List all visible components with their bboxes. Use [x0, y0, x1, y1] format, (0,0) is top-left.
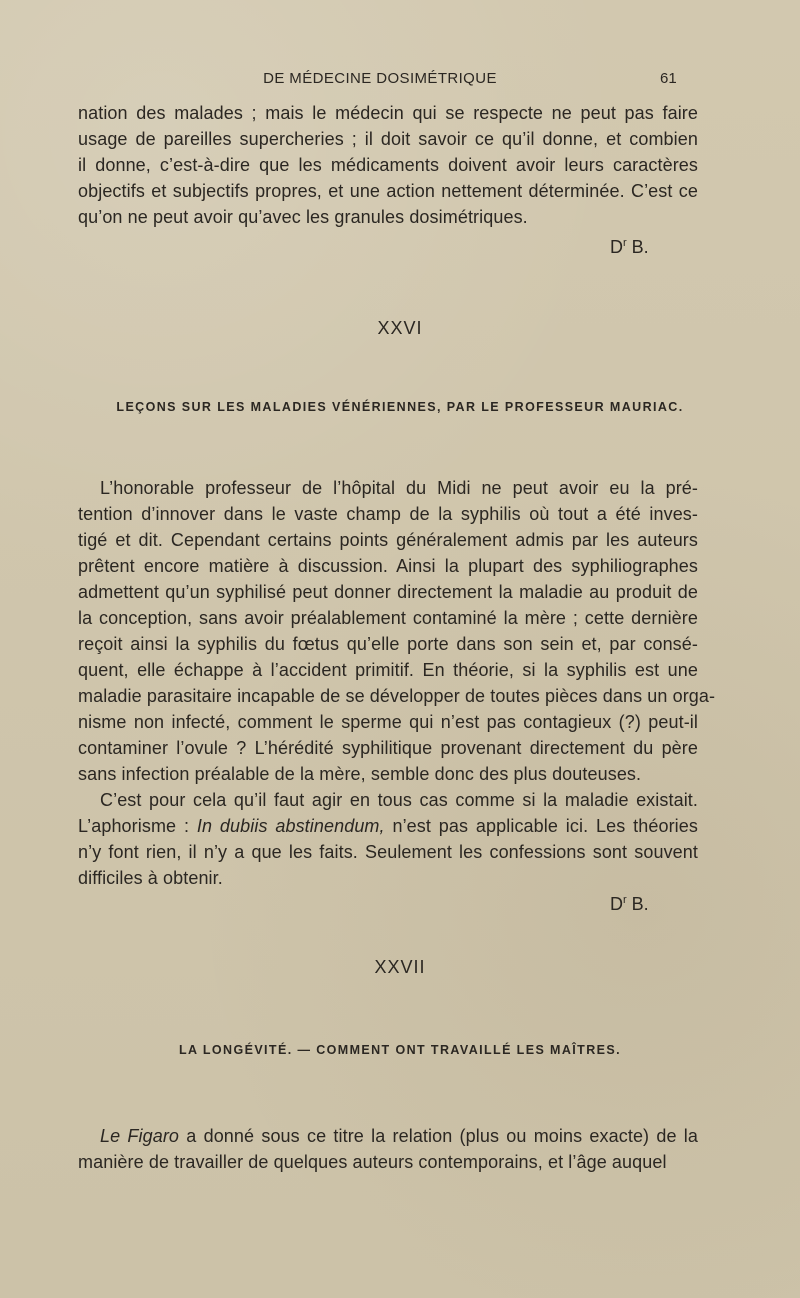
signature-name: B.	[626, 237, 649, 257]
intro-line: objectifs et subjectifs propres, et une action nettement déterminée. C’est ce	[78, 181, 698, 201]
intro-line: nation des malades ; mais le médecin qui se respecte ne peut pas faire	[78, 103, 698, 123]
intro-paragraph	[78, 103, 698, 238]
section26-line: L’honorable professeur de l’hôpital du Midi ne peut avoir eu la pré-	[100, 478, 698, 498]
text-segment: a donné sous ce titre la relation (plus ou moins exacte) de la	[179, 1126, 698, 1146]
intro-line: usage de pareilles supercheries ; il doit savoir ce qu’il donne, et combien	[78, 129, 698, 149]
signature-prefix: D	[610, 237, 623, 257]
section26-line: prêtent encore matière à discussion. Ainsi la plupart des syphiliographes	[78, 556, 698, 576]
section26-line: nisme non infecté, comment le sperme qui n’est pas contagieux (?) peut-il	[78, 712, 698, 732]
section26-line: difficiles à obtenir.	[78, 868, 223, 888]
section-number-xxvi: XXVI	[377, 318, 423, 338]
running-head	[0, 70, 800, 90]
signature-superscript: r	[623, 237, 627, 249]
section26-line: tigé et dit. Cependant certains points généralement admis par les auteurs	[78, 530, 698, 550]
section26-line: n’y font rien, il n’y a que les faits. Seulement les confessions sont souvent	[78, 842, 698, 862]
section26-line: C’est pour cela qu’il faut agir en tous cas comme si la maladie existait.	[100, 790, 698, 810]
signature-intro	[610, 237, 649, 258]
running-title: DE MÉDECINE DOSIMÉTRIQUE	[263, 70, 497, 87]
text-segment: L’aphorisme :	[78, 816, 197, 836]
italic-title: Le Figaro	[100, 1126, 180, 1146]
section26-line: quent, elle échappe à l’accident primitif. En théorie, si la syphilis est une	[78, 660, 698, 680]
section26-line: admettent qu’un syphilisé peut donner directement la maladie au produit de	[78, 582, 698, 602]
section26-paragraph-1	[78, 478, 716, 798]
italic-phrase: In dubiis abstinendum,	[196, 816, 385, 836]
section26-line: sans infection préalable de la mère, semble donc des plus douteuses.	[78, 764, 642, 784]
section-title-xxvi: LEÇONS SUR LES MALADIES VÉNÉRIENNES, PAR LE PROFESSEUR MAURIAC.	[116, 400, 684, 414]
signature-superscript: r	[623, 894, 627, 906]
intro-line: qu’on ne peut avoir qu’avec les granules dosimétriques.	[78, 207, 528, 227]
section26-line: maladie parasitaire incapable de se développer de toutes pièces dans un orga-	[78, 686, 716, 706]
section26-line: tention d’innover dans le vaste champ de la syphilis où tout a été inves-	[78, 504, 698, 524]
section27-line-with-italic	[100, 1126, 698, 1152]
section-number-xxvii: XXVII	[374, 957, 426, 977]
signature-name: B.	[626, 894, 649, 914]
section26-paragraph-2	[78, 790, 698, 900]
intro-line: il donne, c’est-à-dire que les médicaments doivent avoir leurs caractères	[78, 155, 698, 175]
section27-paragraph	[78, 1030, 698, 1172]
page-number: 61	[660, 70, 677, 87]
section-title-xxvii: LA LONGÉVITÉ. — COMMENT ONT TRAVAILLÉ LES MAÎTRES.	[179, 1043, 621, 1057]
section26-line: contaminer l’ovule ? L’hérédité syphilitique provenant directement du père	[78, 738, 698, 758]
section26-line: la conception, sans avoir préalablement contaminé la mère ; cette dernière	[78, 608, 698, 628]
signature-prefix: D	[610, 894, 623, 914]
text-segment: n’est pas applicable ici. Les théories	[384, 816, 698, 836]
section27-line: manière de travailler de quelques auteurs contemporains, et l’âge auquel	[78, 1152, 667, 1172]
section26-line: reçoit ainsi la syphilis du fœtus qu’elle porte dans son sein et, par consé-	[78, 634, 698, 654]
section26-line-with-italic	[78, 816, 698, 842]
signature-section-xxvi	[610, 894, 649, 915]
